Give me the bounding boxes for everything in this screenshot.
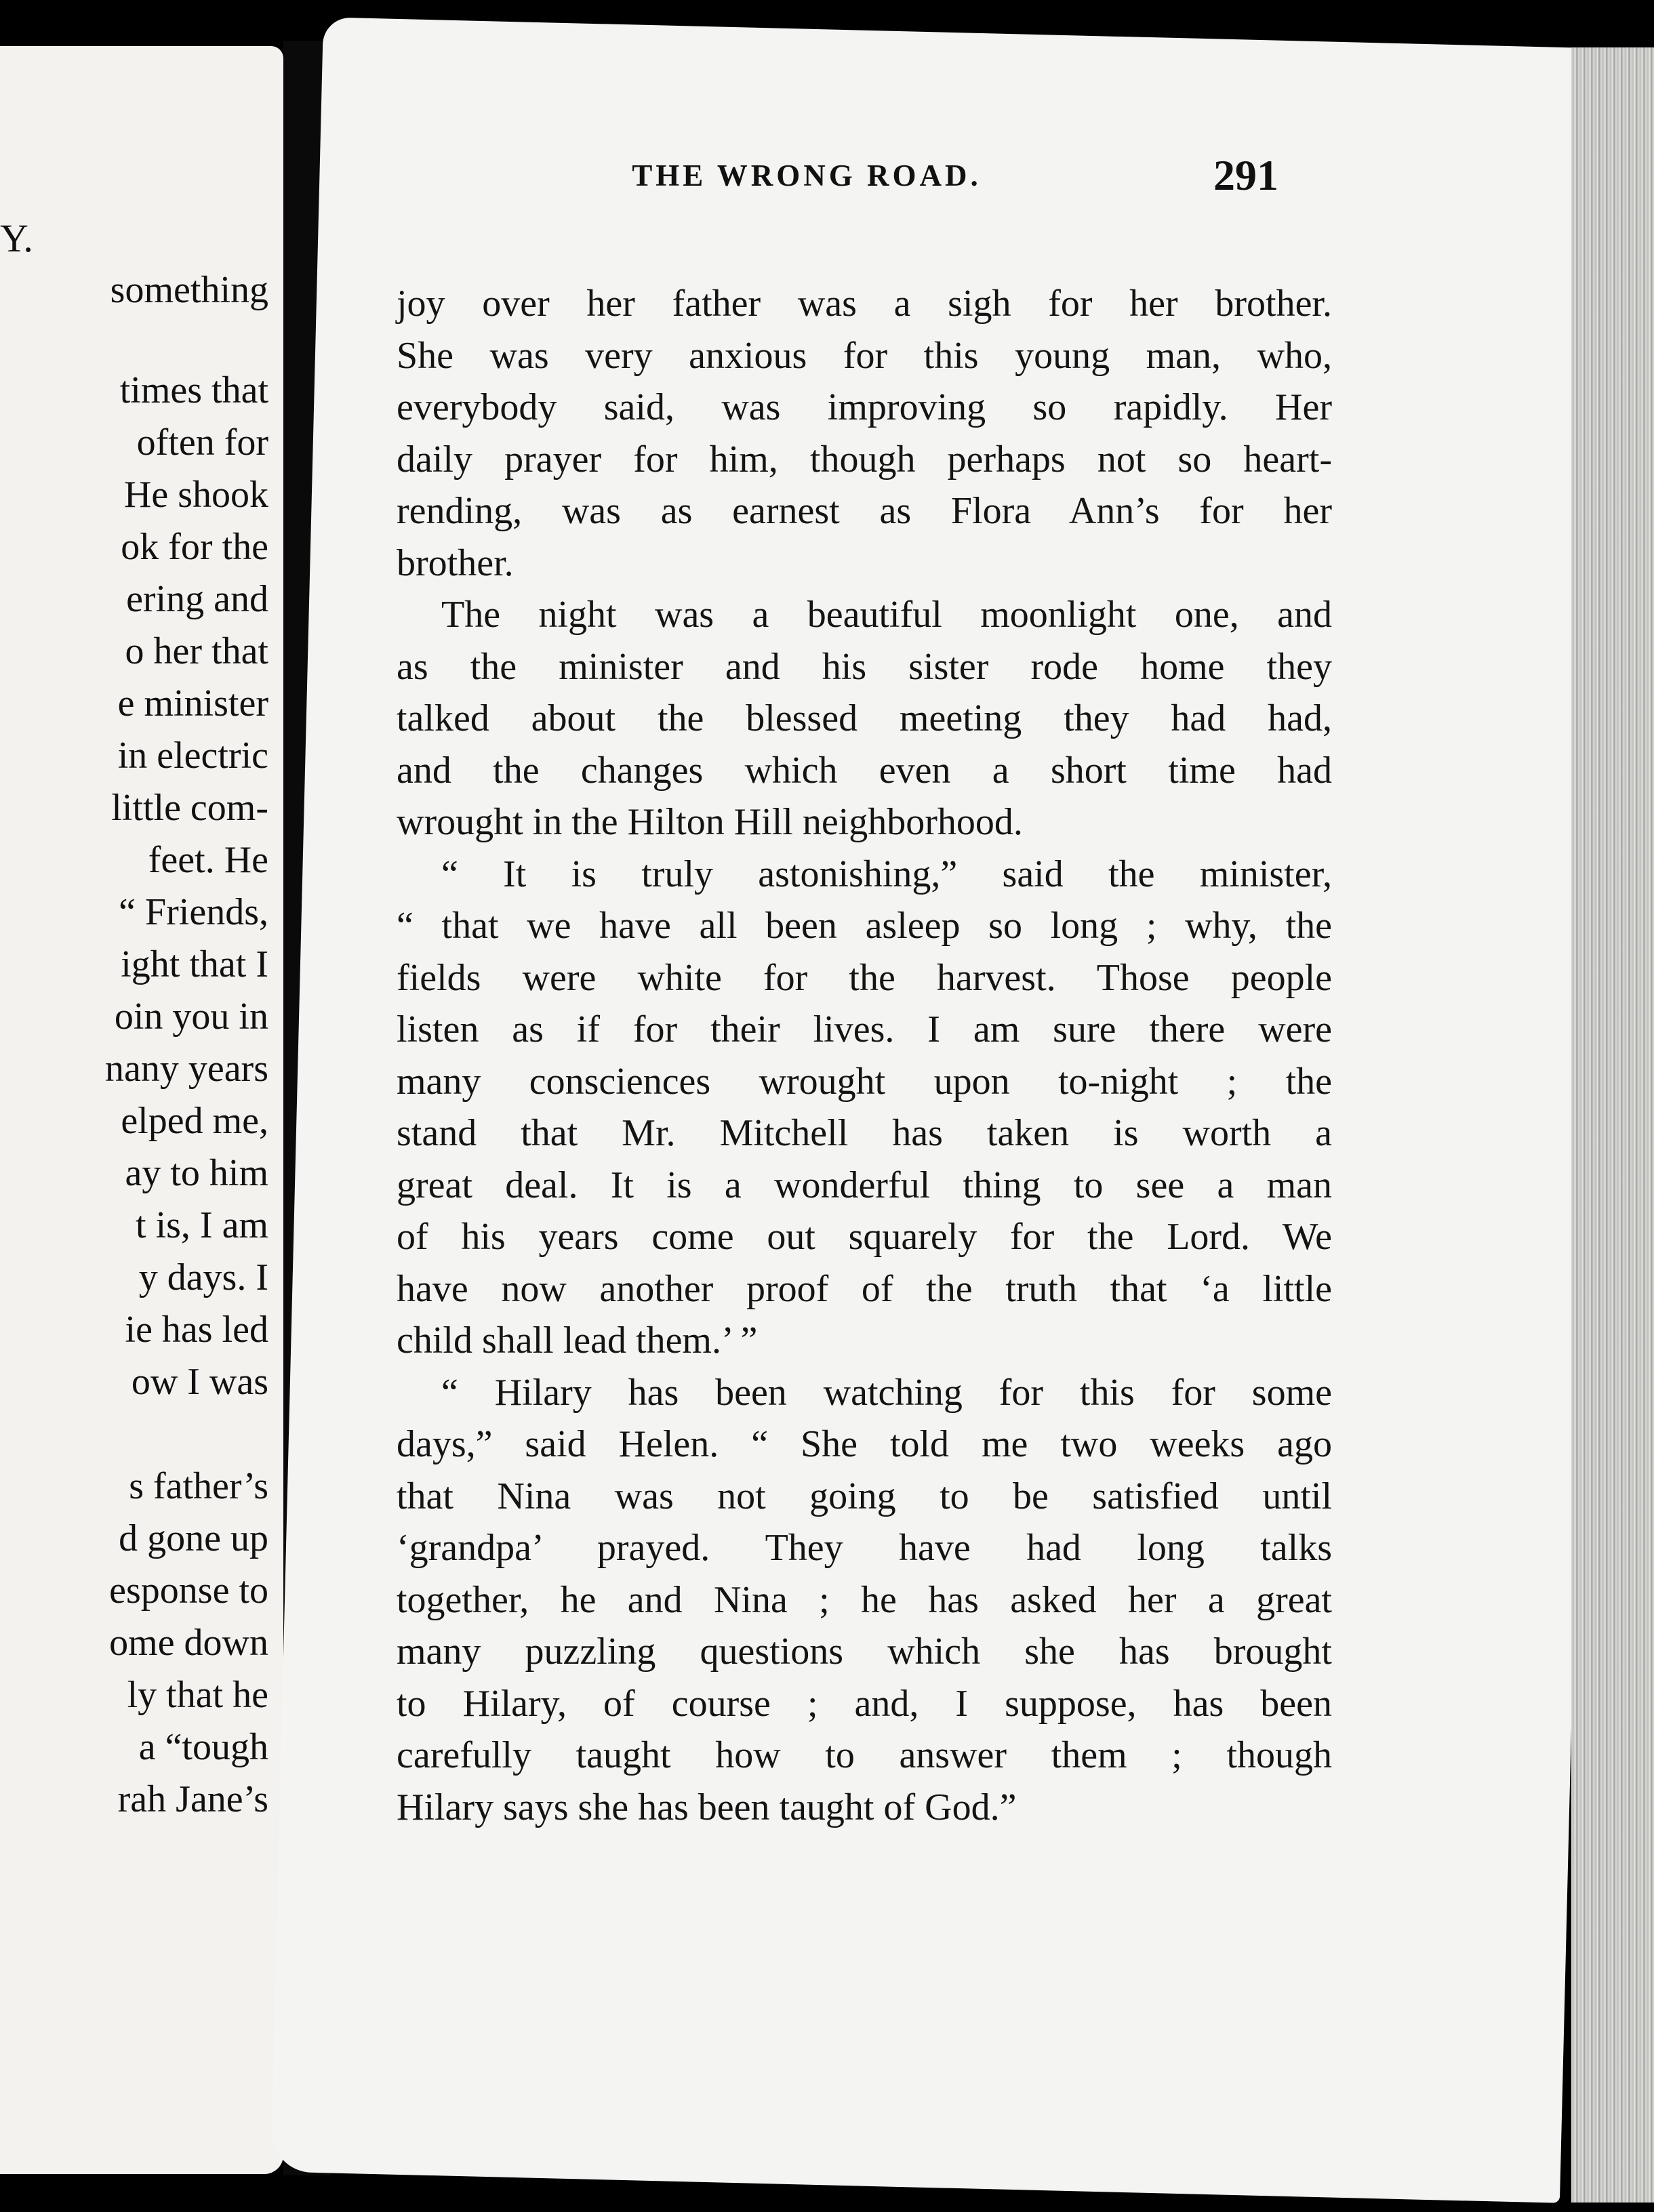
left-line: feet. He: [148, 839, 268, 881]
left-line: ome down: [109, 1622, 268, 1664]
text-line: together, he and Nina ; he has asked her a great: [397, 1578, 1332, 1621]
left-line: times that: [119, 369, 268, 411]
text-line: that Nina was not going to be satisfied until: [397, 1475, 1332, 1517]
text-line: “ that we have all been asleep so long ; why, the: [397, 905, 1332, 947]
left-line: “ Friends,: [119, 891, 268, 933]
left-line: t is, I am: [136, 1204, 268, 1246]
left-line: ie has led: [125, 1309, 268, 1351]
left-line: ay to him: [125, 1152, 268, 1194]
left-line: ow I was: [131, 1361, 268, 1403]
text-line: Hilary says she has been taught of God.”: [397, 1786, 1017, 1828]
text-line: ‘grandpa’ prayed. They have had long talks: [397, 1527, 1332, 1569]
left-line: ight that I: [121, 943, 268, 985]
text-line: talked about the blessed meeting they had had,: [397, 697, 1332, 739]
left-page-header-fragment: Y.: [0, 216, 33, 260]
text-line: She was very anxious for this young man, who,: [397, 334, 1332, 377]
paragraph: [397, 1367, 1332, 1834]
paragraph: [397, 589, 1332, 848]
left-line: something: [110, 269, 268, 311]
page-edge: [1571, 47, 1654, 2203]
text-line: “ Hilary has been watching for this for some: [441, 1371, 1332, 1414]
left-line: oin you in: [114, 996, 268, 1038]
left-line: ering and: [126, 578, 268, 620]
left-line: little com-: [111, 787, 268, 829]
text-line: child shall lead them.’ ”: [397, 1319, 758, 1361]
left-line: a “tough: [138, 1726, 268, 1768]
left-line: o her that: [125, 630, 268, 672]
text-line: fields were white for the harvest. Those people: [397, 956, 1332, 999]
left-line: He shook: [123, 474, 268, 516]
left-line: ok for the: [121, 526, 268, 568]
text-line: to Hilary, of course ; and, I suppose, has been: [397, 1682, 1332, 1725]
text-line: and the changes which even a short time had: [397, 749, 1332, 792]
text-line: listen as if for their lives. I am sure there were: [397, 1008, 1332, 1050]
text-line: brother.: [397, 541, 514, 584]
text-line: many consciences wrought upon to-night ; the: [397, 1060, 1332, 1103]
text-line: The night was a beautiful moonlight one, and: [441, 594, 1332, 636]
text-line: many puzzling questions which she has brought: [397, 1631, 1332, 1673]
left-line: in electric: [117, 735, 268, 777]
left-line: ly that he: [127, 1674, 268, 1716]
left-line: e minister: [117, 682, 268, 724]
text-line: joy over her father was a sigh for her brother.: [397, 283, 1332, 325]
left-line: rah Jane’s: [117, 1778, 268, 1820]
text-line: carefully taught how to answer them ; though: [397, 1734, 1332, 1776]
left-line: s father’s: [129, 1465, 268, 1507]
left-page: [0, 46, 283, 2174]
paragraph: [397, 278, 1332, 589]
page-number: 291: [1213, 151, 1278, 199]
left-line: esponse to: [109, 1570, 268, 1612]
text-line: everybody said, was improving so rapidly. Her: [397, 386, 1332, 428]
text-line: stand that Mr. Mitchell has taken is worth a: [397, 1112, 1332, 1154]
paragraph: [397, 848, 1332, 1367]
text-line: great deal. It is a wonderful thing to see a man: [397, 1164, 1332, 1206]
text-line: daily prayer for him, though perhaps not so heart-: [397, 438, 1332, 480]
text-line: “ It is truly astonishing,” said the minister,: [441, 853, 1332, 895]
text-line: have now another proof of the truth that ‘a little: [397, 1267, 1332, 1310]
text-line: of his years come out squarely for the Lord. We: [397, 1216, 1332, 1258]
left-line: d gone up: [119, 1517, 268, 1559]
left-line: often for: [136, 422, 268, 464]
text-line: days,” said Helen. “ She told me two weeks ago: [397, 1423, 1332, 1465]
running-head: THE WRONG ROAD.: [632, 159, 982, 192]
left-line: nany years: [104, 1048, 268, 1090]
left-line: elped me,: [121, 1100, 268, 1142]
text-line: rending, was as earnest as Flora Ann’s for her: [397, 490, 1332, 532]
body-text: [397, 278, 1332, 1833]
left-line: y days. I: [138, 1256, 268, 1298]
text-line: wrought in the Hilton Hill neighborhood.: [397, 801, 1023, 843]
text-line: as the minister and his sister rode home they: [397, 645, 1332, 688]
